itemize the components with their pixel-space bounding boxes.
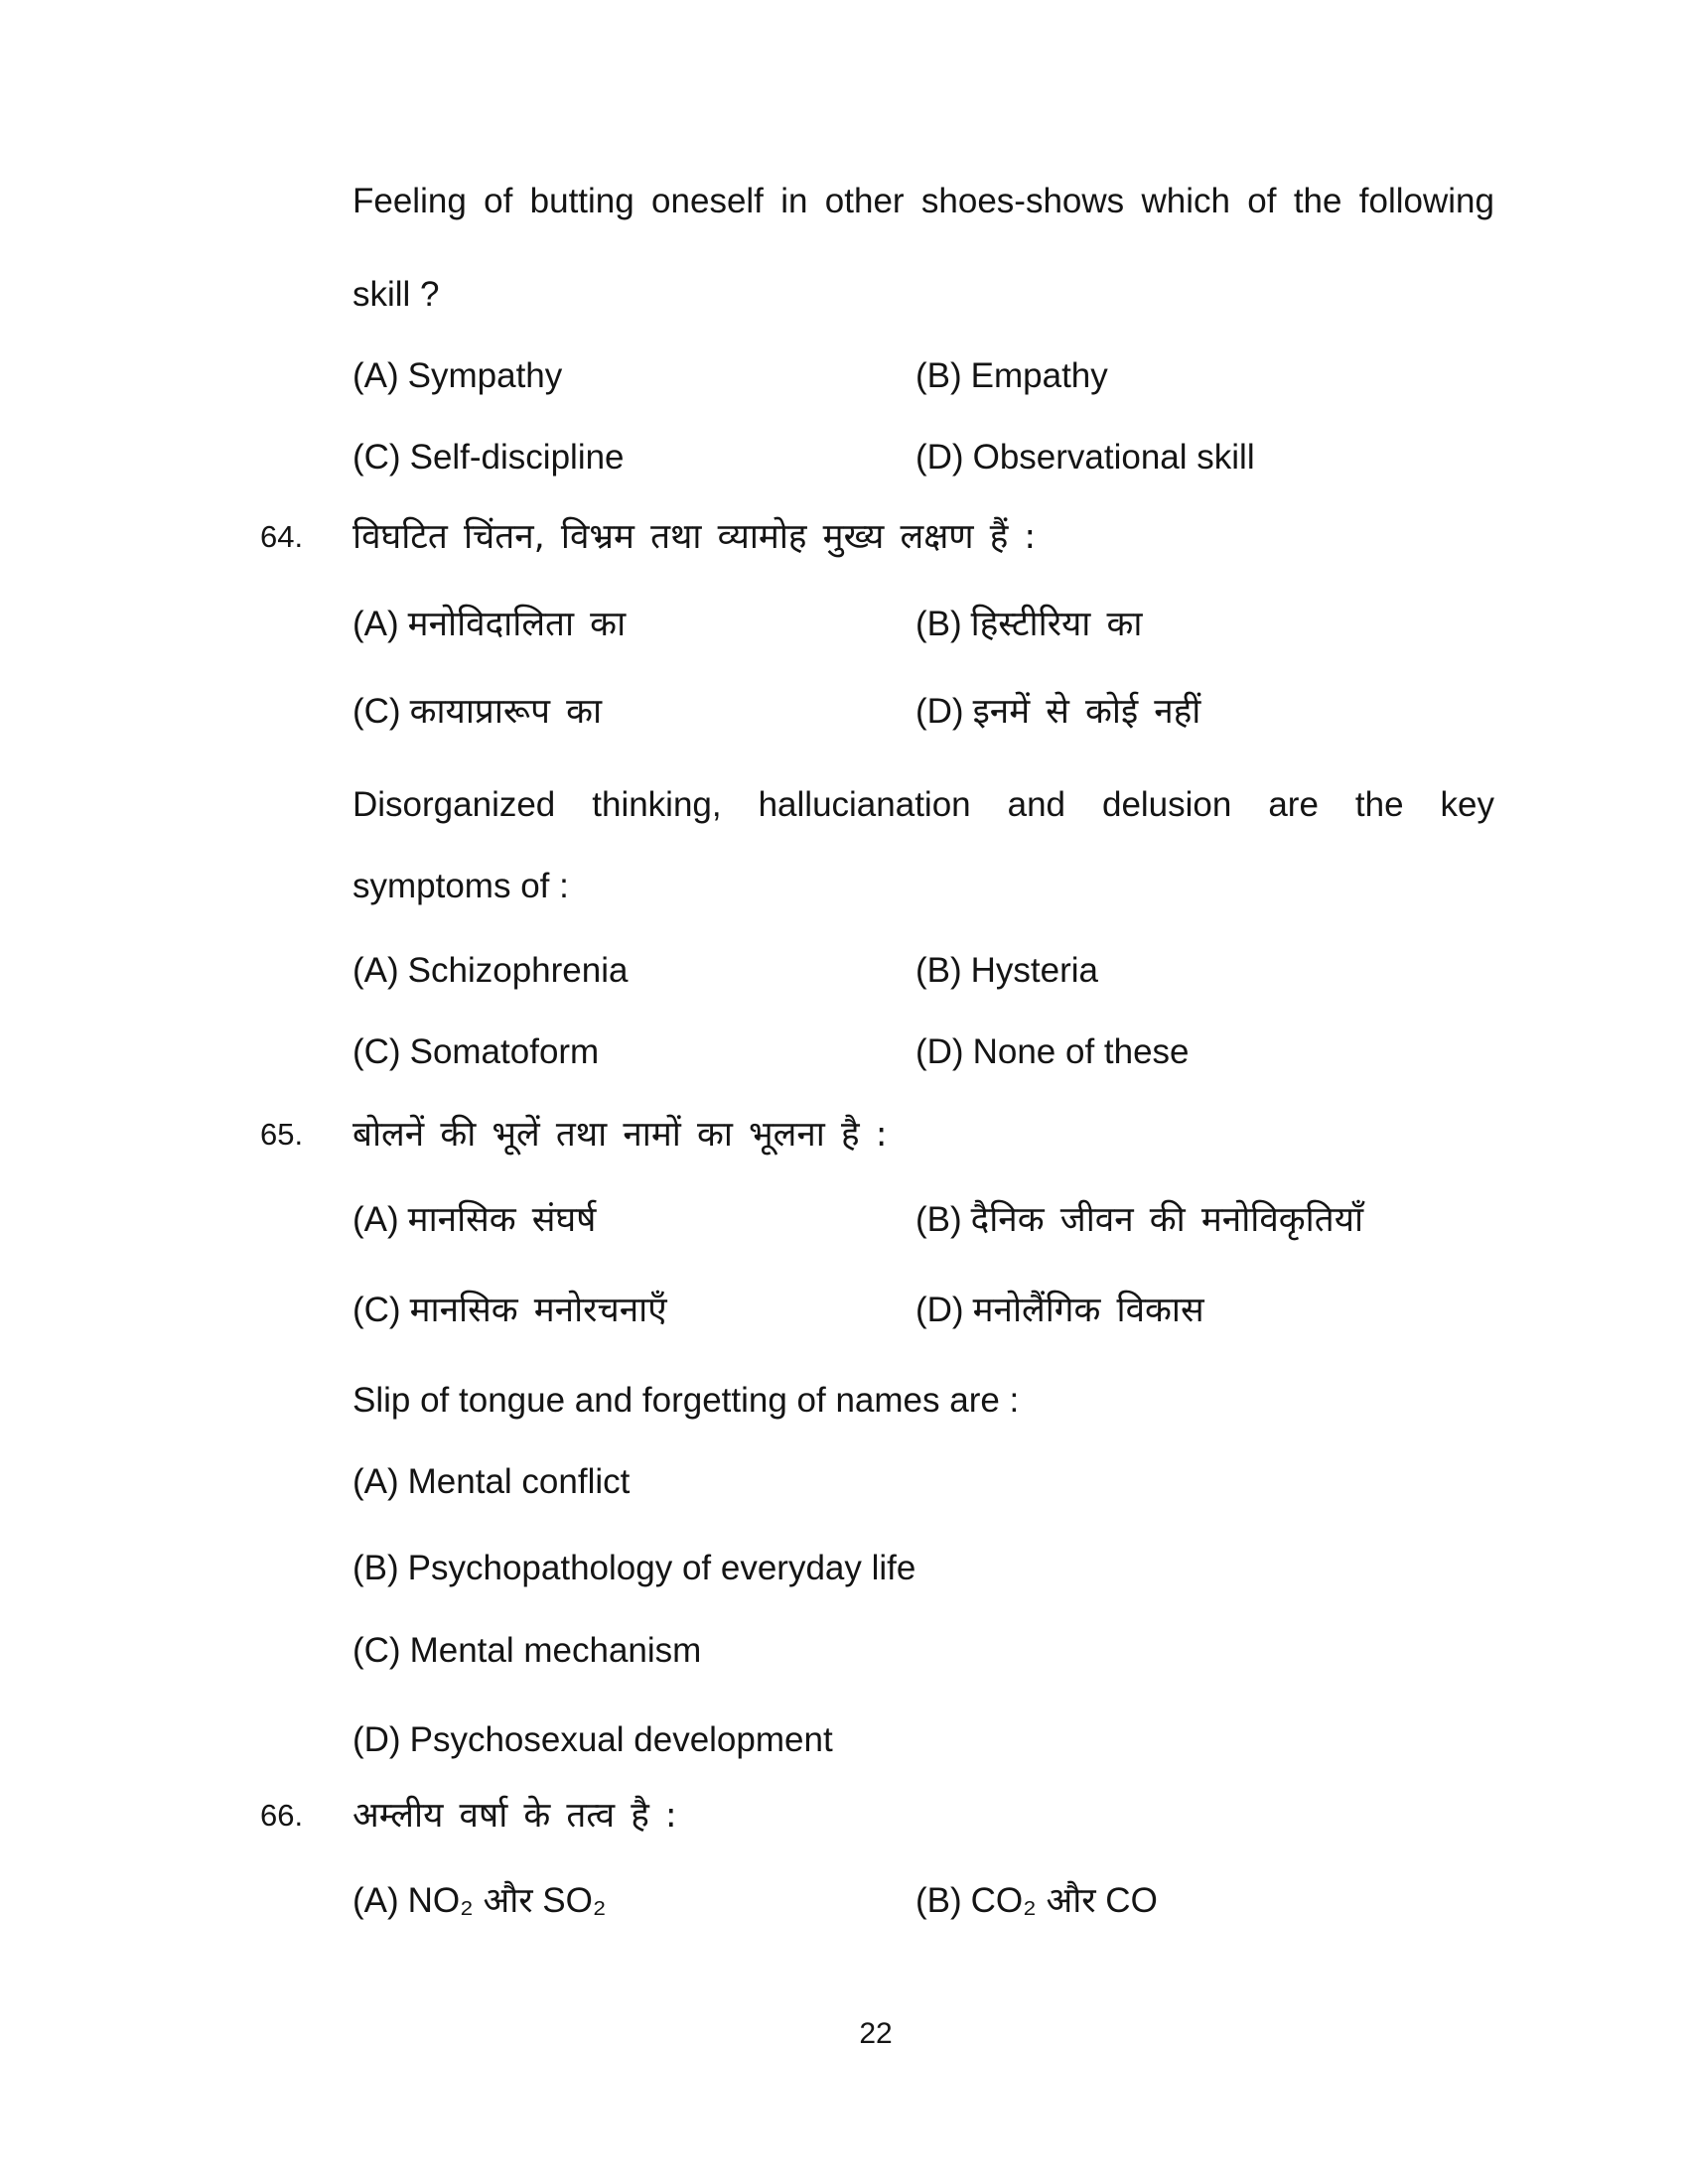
option-text: Schizophrenia (407, 951, 629, 990)
option-b (915, 948, 1098, 994)
option-a (352, 1459, 630, 1505)
question-number: 66. (260, 1798, 304, 1833)
option-c (352, 1288, 667, 1333)
option-label: (D) (915, 1291, 964, 1329)
question-number: 64. (260, 519, 304, 554)
option-text: CO₂ और CO (970, 1881, 1158, 1920)
option-a (352, 1878, 606, 1924)
option-d (352, 1717, 833, 1763)
option-text: Sympathy (407, 356, 563, 395)
option-a (352, 948, 628, 994)
option-label: (D) (915, 1032, 964, 1071)
option-text: Empathy (970, 356, 1108, 395)
option-text: Observational skill (972, 438, 1255, 477)
question-text: Disorganized thinking, hallucianation and delusion are the key (352, 785, 1494, 824)
option-b (915, 1197, 1363, 1243)
option-label: (A) (352, 605, 399, 643)
option-a (352, 353, 562, 399)
option-text: मनोलैंगिक विकास (972, 1291, 1204, 1330)
option-text: मानसिक संघर्ष (407, 1200, 597, 1240)
option-label: (B) (915, 951, 962, 990)
option-text: Self-discipline (409, 438, 625, 477)
option-text: None of these (972, 1032, 1190, 1071)
option-text: इनमें से कोई नहीं (972, 692, 1201, 732)
option-text: Somatoform (409, 1032, 600, 1071)
question-text: Feeling of butting oneself in other shoes-shows which of the following (352, 182, 1494, 220)
option-label: (B) (915, 1881, 962, 1920)
option-text: मनोविदालिता का (407, 605, 627, 644)
option-label: (D) (915, 692, 964, 731)
option-a (352, 1197, 596, 1243)
option-text: Hysteria (970, 951, 1099, 990)
option-label: (D) (352, 1720, 401, 1759)
option-text: Mental mechanism (409, 1631, 702, 1670)
option-b (915, 353, 1108, 399)
option-label: (C) (352, 692, 401, 731)
page-number: 22 (859, 2017, 893, 2050)
option-label: (B) (915, 356, 962, 395)
option-d (915, 1288, 1204, 1333)
option-label: (C) (352, 1631, 401, 1670)
option-a (352, 602, 626, 647)
option-c (352, 1628, 701, 1674)
option-d (915, 1029, 1190, 1075)
option-label: (C) (352, 1291, 401, 1329)
option-text: दैनिक जीवन की मनोविकृतियाँ (970, 1200, 1364, 1240)
option-text: हिस्टीरिया का (970, 605, 1143, 644)
option-label: (A) (352, 951, 399, 990)
option-label: (C) (352, 438, 401, 477)
option-b (352, 1546, 915, 1591)
option-label: (A) (352, 356, 399, 395)
question-text: विघटित चिंतन, विभ्रम तथा व्यामोह मुख्य लक्षण हैं : (352, 517, 1037, 557)
option-label: (B) (915, 605, 962, 643)
option-label: (D) (915, 438, 964, 477)
question-text: skill ? (352, 275, 440, 314)
option-text: Psychosexual development (409, 1720, 833, 1759)
option-b (915, 1878, 1158, 1924)
option-b (915, 602, 1142, 647)
option-label: (A) (352, 1200, 399, 1239)
question-text: symptoms of : (352, 867, 569, 905)
option-d (915, 435, 1255, 480)
option-c (352, 435, 625, 480)
question-number: 65. (260, 1117, 304, 1152)
option-text: मानसिक मनोरचनाएँ (409, 1291, 667, 1330)
option-label: (A) (352, 1462, 399, 1501)
option-label: (C) (352, 1032, 401, 1071)
question-text: अम्लीय वर्षा के तत्व है : (352, 1796, 677, 1836)
option-text: Psychopathology of everyday life (407, 1549, 916, 1587)
option-label: (B) (352, 1549, 399, 1587)
option-label: (A) (352, 1881, 399, 1920)
option-c (352, 689, 602, 735)
option-d (915, 689, 1200, 735)
option-text: NO₂ और SO₂ (407, 1881, 607, 1920)
option-text: Mental conflict (407, 1462, 631, 1501)
option-c (352, 1029, 599, 1075)
question-text: बोलनें की भूलें तथा नामों का भूलना है : (352, 1115, 888, 1155)
question-text: Slip of tongue and forgetting of names are : (352, 1381, 1020, 1420)
option-label: (B) (915, 1200, 962, 1239)
option-text: कायाप्रारूप का (409, 692, 603, 732)
